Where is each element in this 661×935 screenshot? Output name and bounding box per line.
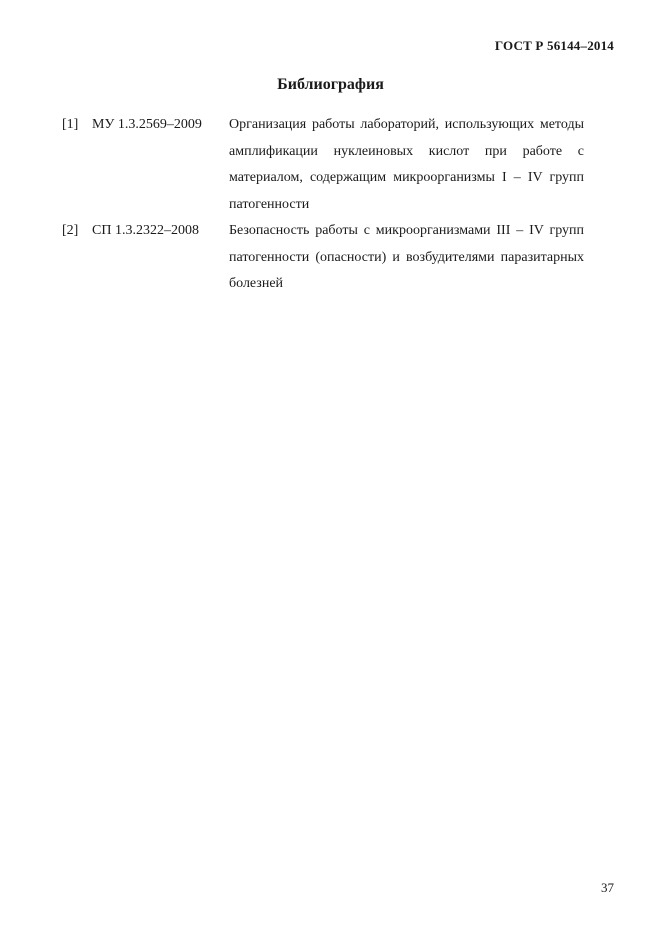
- entry-code: МУ 1.3.2569–2009: [92, 117, 202, 132]
- entry-code: СП 1.3.2322–2008: [92, 223, 199, 238]
- entry-description: Организация работы лабораторий, использующих методы амплификации нуклеиновых кислот при работе с материалом, содержащим микроорганизмы I – IV групп патогенности: [229, 117, 584, 212]
- page-number: 37: [601, 880, 614, 895]
- bibliography-entry: [62, 218, 584, 298]
- page-title: Библиография: [277, 76, 384, 93]
- bibliography-list: [62, 112, 584, 298]
- bibliography-entry: [62, 112, 584, 218]
- entry-number: [2]: [62, 223, 79, 238]
- entry-number: [1]: [62, 117, 79, 132]
- entry-description: Безопасность работы с микроорганизмами III – IV групп патогенности (опасности) и возбудителями паразитарных болезней: [229, 223, 584, 291]
- standard-code: ГОСТ Р 56144–2014: [494, 38, 614, 53]
